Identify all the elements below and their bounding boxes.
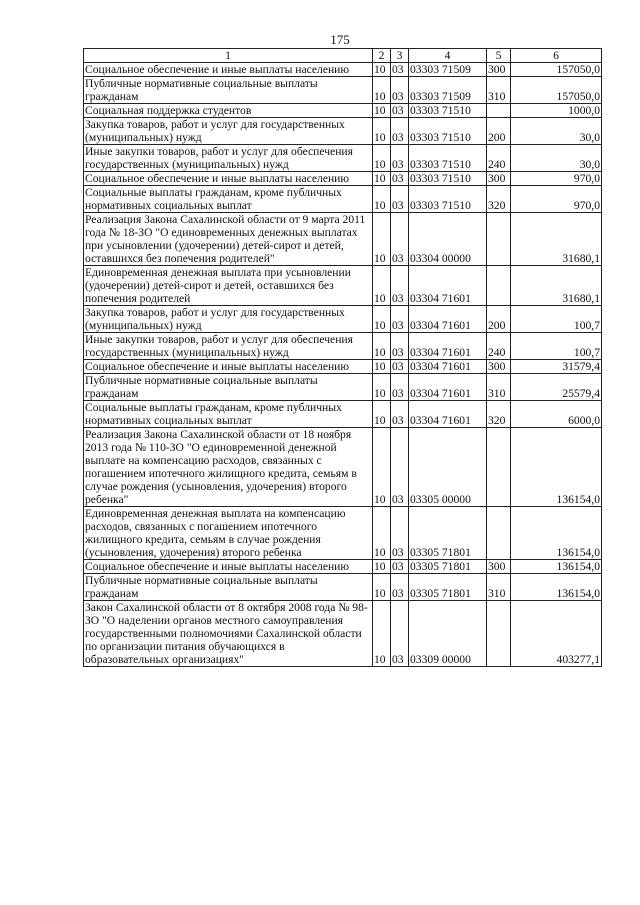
section-cell: 10	[373, 333, 391, 360]
target-code-cell: 03305 71801	[409, 507, 487, 560]
section-cell: 10	[373, 401, 391, 428]
expense-type-cell: 310	[487, 574, 511, 601]
target-code-cell: 03304 00000	[409, 213, 487, 266]
amount-cell: 157050,0	[511, 63, 602, 77]
table-row	[84, 428, 602, 507]
section-cell: 10	[373, 306, 391, 333]
amount-cell: 970,0	[511, 186, 602, 213]
table-row	[84, 266, 602, 306]
subsection-cell: 03	[391, 63, 409, 77]
row-name-cell: Социальное обеспечение и иные выплаты населению	[84, 360, 373, 374]
section-cell: 10	[373, 213, 391, 266]
expense-type-cell: 300	[487, 63, 511, 77]
table-row	[84, 213, 602, 266]
row-name-cell: Публичные нормативные социальные выплаты гражданам	[84, 374, 373, 401]
page-number: 175	[330, 32, 350, 47]
table-row	[84, 401, 602, 428]
table-row	[84, 186, 602, 213]
row-name-cell: Закон Сахалинской области от 8 октября 2008 года № 98-ЗО "О наделении органов местного самоуправления государственными полномочиями Сахалинской области по организации питания обучающихся в образовательных организациях"	[84, 601, 373, 667]
section-cell: 10	[373, 172, 391, 186]
section-cell: 10	[373, 428, 391, 507]
section-cell: 10	[373, 507, 391, 560]
expense-type-cell: 200	[487, 306, 511, 333]
expense-type-cell: 200	[487, 118, 511, 145]
table-row	[84, 507, 602, 560]
table-row	[84, 172, 602, 186]
target-code-cell: 03305 71801	[409, 574, 487, 601]
target-code-cell: 03303 71509	[409, 63, 487, 77]
section-cell: 10	[373, 560, 391, 574]
target-code-cell: 03303 71509	[409, 77, 487, 104]
subsection-cell: 03	[391, 333, 409, 360]
expense-type-cell	[487, 213, 511, 266]
subsection-cell: 03	[391, 213, 409, 266]
row-name-cell: Публичные нормативные социальные выплаты гражданам	[84, 574, 373, 601]
section-cell: 10	[373, 374, 391, 401]
amount-cell: 31579,4	[511, 360, 602, 374]
target-code-cell: 03304 71601	[409, 306, 487, 333]
table-row	[84, 601, 602, 667]
section-cell: 10	[373, 63, 391, 77]
expense-type-cell: 310	[487, 374, 511, 401]
subsection-cell: 03	[391, 428, 409, 507]
row-name-cell: Социальная поддержка студентов	[84, 104, 373, 118]
target-code-cell: 03309 00000	[409, 601, 487, 667]
expense-type-cell: 240	[487, 145, 511, 172]
table-row	[84, 374, 602, 401]
column-header-target-code: 4	[409, 49, 487, 63]
expense-type-cell: 300	[487, 172, 511, 186]
target-code-cell: 03304 71601	[409, 374, 487, 401]
table-row	[84, 145, 602, 172]
row-name-cell: Публичные нормативные социальные выплаты гражданам	[84, 77, 373, 104]
subsection-cell: 03	[391, 104, 409, 118]
subsection-cell: 03	[391, 118, 409, 145]
row-name-cell: Единовременная денежная выплата на компенсацию расходов, связанных с погашением ипотечного жилищного кредита, семьям в случае рождения (усыновления, удочерения) второго ребенка	[84, 507, 373, 560]
target-code-cell: 03303 71510	[409, 172, 487, 186]
row-name-cell: Социальные выплаты гражданам, кроме публичных нормативных социальных выплат	[84, 186, 373, 213]
subsection-cell: 03	[391, 601, 409, 667]
column-header-expense-type: 5	[487, 49, 511, 63]
table-row	[84, 306, 602, 333]
subsection-cell: 03	[391, 360, 409, 374]
budget-table	[83, 48, 602, 667]
row-name-cell: Социальные выплаты гражданам, кроме публичных нормативных социальных выплат	[84, 401, 373, 428]
subsection-cell: 03	[391, 574, 409, 601]
target-code-cell: 03303 71510	[409, 104, 487, 118]
expense-type-cell: 310	[487, 77, 511, 104]
amount-cell: 136154,0	[511, 560, 602, 574]
row-name-cell: Иные закупки товаров, работ и услуг для обеспечения государственных (муниципальных) нужд	[84, 145, 373, 172]
expense-type-cell	[487, 428, 511, 507]
table-row	[84, 77, 602, 104]
subsection-cell: 03	[391, 401, 409, 428]
subsection-cell: 03	[391, 186, 409, 213]
amount-cell: 136154,0	[511, 428, 602, 507]
expense-type-cell: 300	[487, 360, 511, 374]
target-code-cell: 03305 00000	[409, 428, 487, 507]
target-code-cell: 03304 71601	[409, 360, 487, 374]
header-row	[84, 49, 602, 63]
amount-cell: 30,0	[511, 145, 602, 172]
target-code-cell: 03304 71601	[409, 266, 487, 306]
amount-cell: 30,0	[511, 118, 602, 145]
section-cell: 10	[373, 145, 391, 172]
expense-type-cell	[487, 266, 511, 306]
section-cell: 10	[373, 77, 391, 104]
table-row	[84, 360, 602, 374]
amount-cell: 136154,0	[511, 507, 602, 560]
row-name-cell: Социальное обеспечение и иные выплаты населению	[84, 63, 373, 77]
expense-type-cell: 240	[487, 333, 511, 360]
subsection-cell: 03	[391, 145, 409, 172]
table-row	[84, 118, 602, 145]
subsection-cell: 03	[391, 172, 409, 186]
table-row	[84, 333, 602, 360]
subsection-cell: 03	[391, 560, 409, 574]
subsection-cell: 03	[391, 306, 409, 333]
target-code-cell: 03303 71510	[409, 186, 487, 213]
amount-cell: 6000,0	[511, 401, 602, 428]
amount-cell: 25579,4	[511, 374, 602, 401]
row-name-cell: Социальное обеспечение и иные выплаты населению	[84, 560, 373, 574]
section-cell: 10	[373, 118, 391, 145]
row-name-cell: Реализация Закона Сахалинской области от 9 марта 2011 года № 18-ЗО "О единовременных денежных выплатах при усыновлении (удочерении) детей-сирот и детей, оставшихся без попечения родителей"	[84, 213, 373, 266]
subsection-cell: 03	[391, 77, 409, 104]
table-row	[84, 574, 602, 601]
row-name-cell: Социальное обеспечение и иные выплаты населению	[84, 172, 373, 186]
target-code-cell: 03304 71601	[409, 333, 487, 360]
expense-type-cell	[487, 104, 511, 118]
subsection-cell: 03	[391, 266, 409, 306]
amount-cell: 1000,0	[511, 104, 602, 118]
expense-type-cell	[487, 507, 511, 560]
subsection-cell: 03	[391, 507, 409, 560]
column-header-section: 2	[373, 49, 391, 63]
section-cell: 10	[373, 360, 391, 374]
target-code-cell: 03303 71510	[409, 145, 487, 172]
amount-cell: 136154,0	[511, 574, 602, 601]
row-name-cell: Реализация Закона Сахалинской области от 18 ноября 2013 года № 110-ЗО "О единовременной денежной выплате на компенсацию расходов, связанных с погашением ипотечного жилищного кредита, семьям в случае рождения (усыновления, удочерения) второго ребенка"	[84, 428, 373, 507]
expense-type-cell: 300	[487, 560, 511, 574]
expense-type-cell: 320	[487, 401, 511, 428]
expense-type-cell: 320	[487, 186, 511, 213]
row-name-cell: Иные закупки товаров, работ и услуг для обеспечения государственных (муниципальных) нужд	[84, 333, 373, 360]
amount-cell: 100,7	[511, 306, 602, 333]
target-code-cell: 03304 71601	[409, 401, 487, 428]
section-cell: 10	[373, 186, 391, 213]
section-cell: 10	[373, 104, 391, 118]
amount-cell: 100,7	[511, 333, 602, 360]
table-row	[84, 560, 602, 574]
column-header-name: 1	[84, 49, 373, 63]
section-cell: 10	[373, 574, 391, 601]
amount-cell: 970,0	[511, 172, 602, 186]
row-name-cell: Единовременная денежная выплата при усыновлении (удочерении) детей-сирот и детей, оставшихся без попечения родителей	[84, 266, 373, 306]
target-code-cell: 03303 71510	[409, 118, 487, 145]
section-cell: 10	[373, 266, 391, 306]
subsection-cell: 03	[391, 374, 409, 401]
amount-cell: 31680,1	[511, 213, 602, 266]
table-body	[84, 63, 602, 667]
expense-type-cell	[487, 601, 511, 667]
amount-cell: 31680,1	[511, 266, 602, 306]
table-row	[84, 104, 602, 118]
column-header-amount: 6	[511, 49, 602, 63]
amount-cell: 403277,1	[511, 601, 602, 667]
amount-cell: 157050,0	[511, 77, 602, 104]
table-row	[84, 63, 602, 77]
row-name-cell: Закупка товаров, работ и услуг для государственных (муниципальных) нужд	[84, 306, 373, 333]
column-header-subsection: 3	[391, 49, 409, 63]
target-code-cell: 03305 71801	[409, 560, 487, 574]
section-cell: 10	[373, 601, 391, 667]
row-name-cell: Закупка товаров, работ и услуг для государственных (муниципальных) нужд	[84, 118, 373, 145]
